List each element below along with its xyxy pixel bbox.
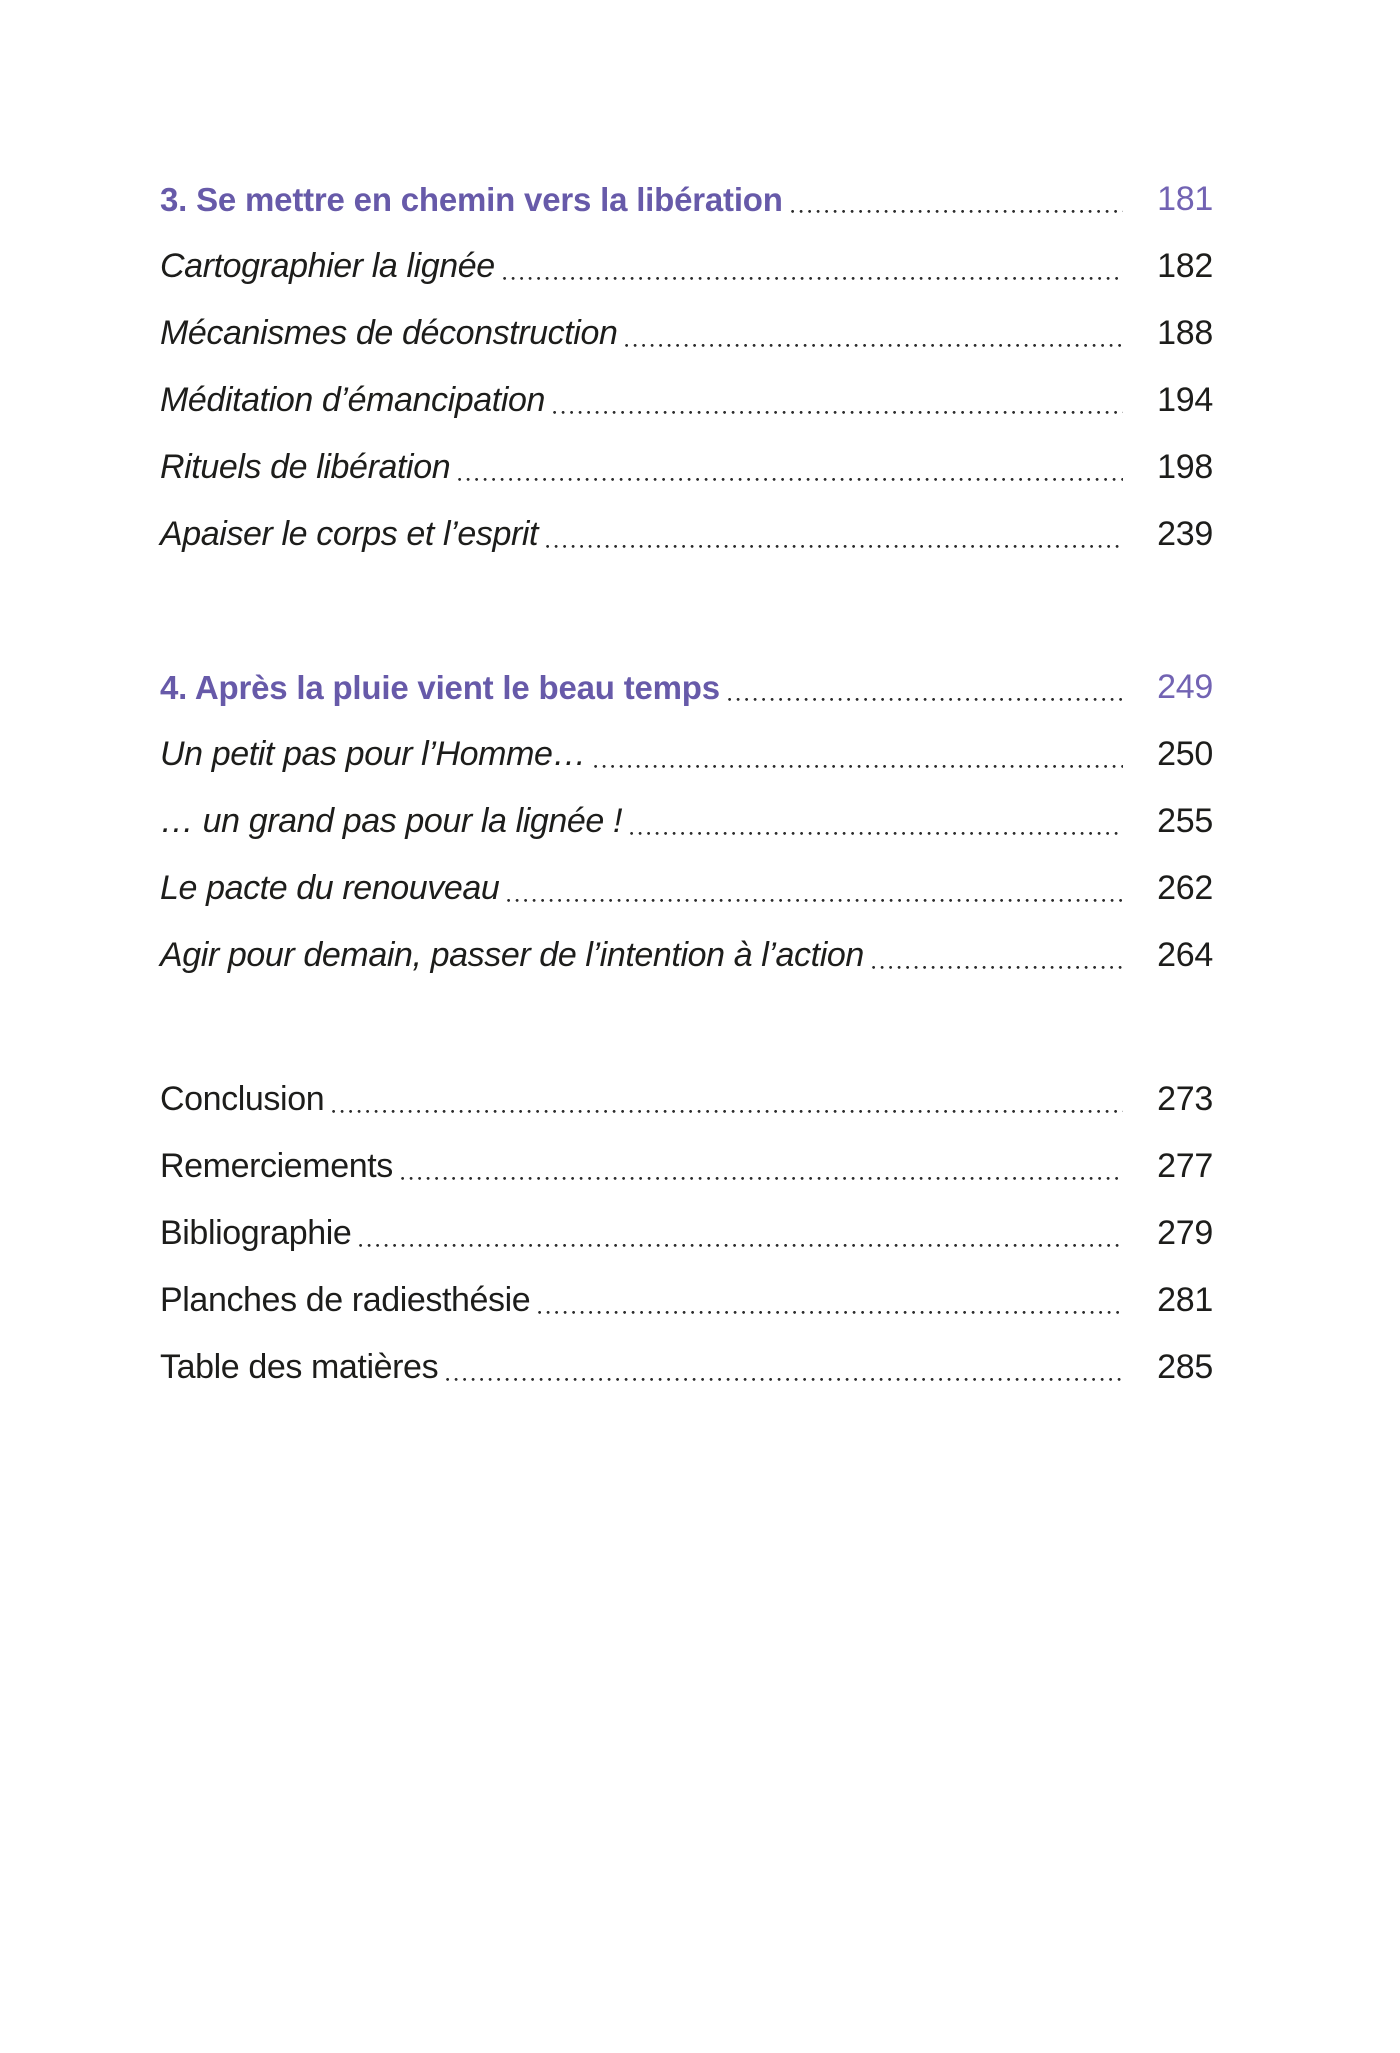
page-number: 262 [1157,869,1213,907]
page-number: 188 [1157,314,1213,352]
dot-leader [507,898,1123,903]
toc-entry-row [160,1267,1213,1334]
toc-chapter-row [160,654,1213,721]
toc-entry-row [160,922,1213,989]
toc-entry-row [160,721,1213,788]
entry-title: Apaiser le corps et l’esprit [160,515,539,553]
page-number: 194 [1157,381,1213,419]
page-number: 250 [1157,735,1213,773]
toc-entry-row [160,367,1213,434]
page-number: 198 [1157,448,1213,486]
entry-title: Méditation d’émancipation [160,381,546,419]
toc-entry-row [160,1066,1213,1133]
dot-leader [872,965,1123,970]
dot-leader [546,544,1123,549]
dot-leader [625,343,1123,348]
toc-group [160,166,1213,568]
toc-entry-row [160,1334,1213,1401]
chapter-title: 3. Se mettre en chemin vers la libération [160,181,783,218]
dot-leader [446,1377,1123,1382]
entry-title: Cartographier la lignée [160,247,495,285]
toc-entry-row [160,501,1213,568]
dot-leader [401,1176,1123,1181]
page-number: 281 [1157,1281,1213,1319]
toc-chapter-row [160,166,1213,233]
page-number: 181 [1157,180,1213,218]
entry-title: Agir pour demain, passer de l’intention à l’action [160,936,864,974]
chapter-title: 4. Après la pluie vient le beau temps [160,669,720,706]
entry-title: Bibliographie [160,1214,352,1252]
dot-leader [791,209,1123,214]
entry-title: Planches de radiesthésie [160,1281,531,1319]
dot-leader [458,477,1123,482]
entry-title: Rituels de libération [160,448,451,486]
toc-entry-row [160,855,1213,922]
dot-leader [728,697,1123,702]
toc-group [160,654,1213,989]
entry-title: Remerciements [160,1147,393,1185]
page-number: 249 [1157,668,1213,706]
page-number: 239 [1157,515,1213,553]
dot-leader [359,1243,1123,1248]
entry-title: Le pacte du renouveau [160,869,500,907]
page-number: 182 [1157,247,1213,285]
entry-title: Conclusion [160,1080,325,1118]
toc-entry-row [160,233,1213,300]
toc-entry-row [160,300,1213,367]
page-number: 277 [1157,1147,1213,1185]
page-number: 273 [1157,1080,1213,1118]
toc-entry-row [160,1133,1213,1200]
entry-title: Table des matières [160,1348,439,1386]
entry-title: Un petit pas pour l’Homme… [160,735,587,773]
toc-group [160,1066,1213,1401]
page-number: 264 [1157,936,1213,974]
page-number: 279 [1157,1214,1213,1252]
page-number: 255 [1157,802,1213,840]
entry-title: Mécanismes de déconstruction [160,314,618,352]
entry-title: … un grand pas pour la lignée ! [160,802,623,840]
dot-leader [538,1310,1123,1315]
toc-entry-row [160,434,1213,501]
dot-leader [630,831,1123,836]
dot-leader [594,764,1123,769]
toc-entry-row [160,788,1213,855]
table-of-contents [160,166,1213,1401]
page-number: 285 [1157,1348,1213,1386]
dot-leader [332,1109,1123,1114]
toc-entry-row [160,1200,1213,1267]
dot-leader [503,276,1123,281]
dot-leader [553,410,1123,415]
